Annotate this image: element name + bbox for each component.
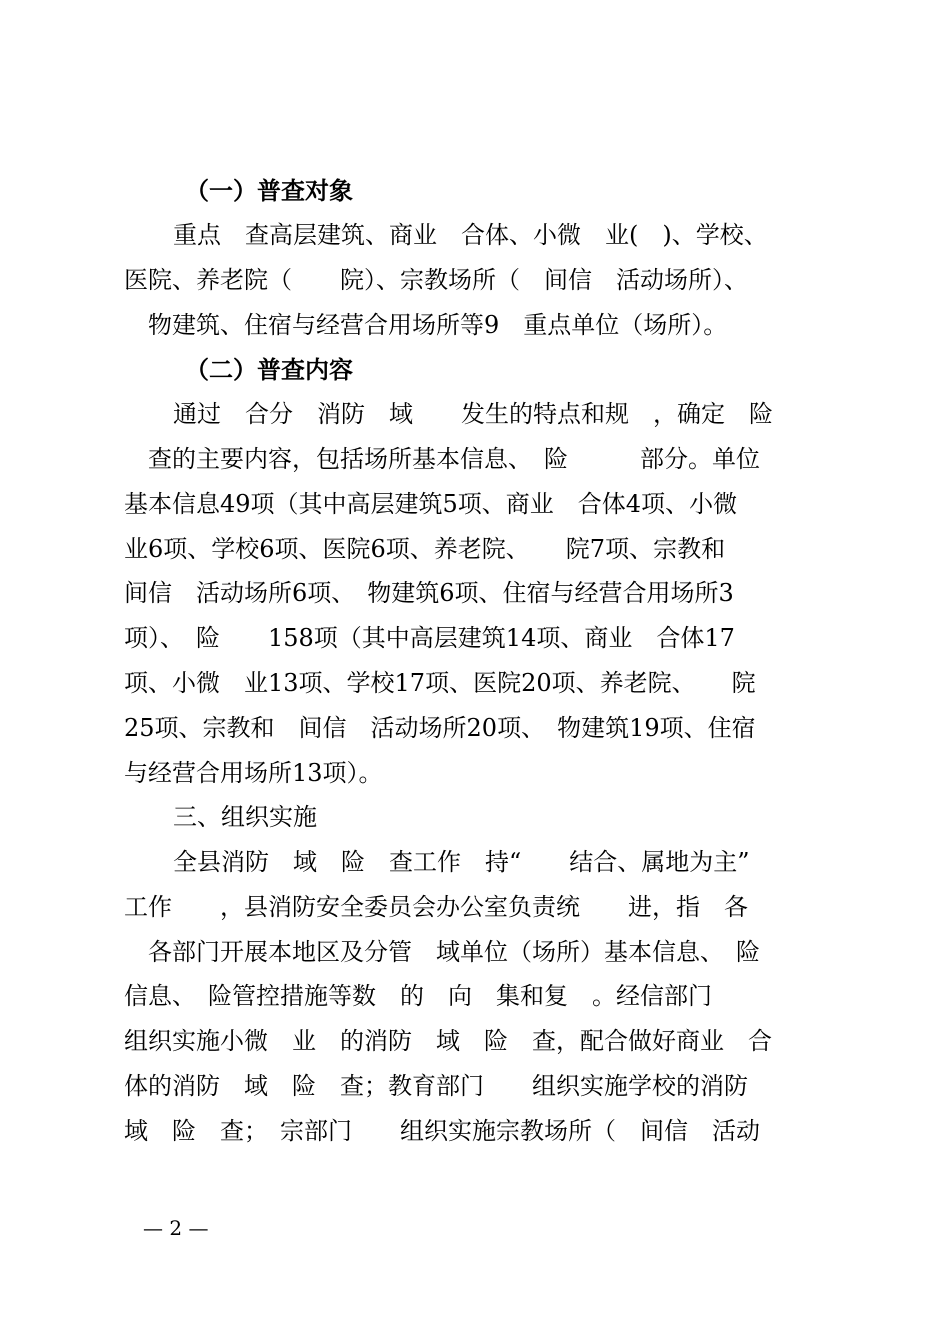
paragraph-line: 与经营合用场所13项）。 xyxy=(124,759,383,787)
paragraph-line: 工作 ，县消防安全委员会办公室负责统 进，指 各 xyxy=(124,893,748,921)
paragraph-line: 项、小微 业13项、学校17项、医院20项、养老院、 院 xyxy=(124,669,756,697)
paragraph-line: 医院、养老院（ 院）、宗教场所（ 间信 活动场所）、 xyxy=(124,266,748,294)
page-number: — 2 — xyxy=(143,1216,209,1240)
paragraph-line: 信息、 险管控措施等数 的 向 集和复 。经信部门 xyxy=(124,982,712,1010)
paragraph-line: 基本信息49项（其中高层建筑5项、商业 合体4项、小微 xyxy=(124,490,738,518)
paragraph-line: 项）、 险 158项（其中高层建筑14项、商业 合体17 xyxy=(124,624,735,652)
paragraph-line: 重点 查高层建筑、商业 合体、小微 业( )、学校、 xyxy=(173,221,768,249)
section-heading-survey-content: （二）普查内容 xyxy=(185,356,353,384)
paragraph-line: 查的主要内容，包括场所基本信息、 险 部分。单位 xyxy=(124,445,760,473)
paragraph-line: 体的消防 域 险 查；教育部门 组织实施学校的消防 xyxy=(124,1072,748,1100)
section-heading-survey-objects: （一）普查对象 xyxy=(185,177,353,205)
paragraph-line: 全县消防 域 险 查工作 持“ 结合、属地为主” xyxy=(173,848,750,876)
paragraph-line: 业6项、学校6项、医院6项、养老院、 院7项、宗教和 xyxy=(124,535,726,563)
paragraph-line: 各部门开展本地区及分管 域单位（场所）基本信息、 险 xyxy=(124,938,760,966)
paragraph-line: 域 险 查； 宗部门 组织实施宗教场所（ 间信 活动 xyxy=(124,1117,760,1145)
paragraph-line: 通过 合分 消防 域 发生的特点和规 ，确定 险 xyxy=(173,400,773,428)
paragraph-line: 间信 活动场所6项、 物建筑6项、住宿与经营合用场所3 xyxy=(124,579,734,607)
paragraph-line: 25项、宗教和 间信 活动场所20项、 物建筑19项、住宿 xyxy=(124,714,756,742)
section-heading-organization: 三、组织实施 xyxy=(173,803,317,831)
paragraph-line: 物建筑、住宿与经营合用场所等9 重点单位（场所）。 xyxy=(124,311,728,339)
paragraph-line: 组织实施小微 业 的消防 域 险 查，配合做好商业 合 xyxy=(124,1027,772,1055)
